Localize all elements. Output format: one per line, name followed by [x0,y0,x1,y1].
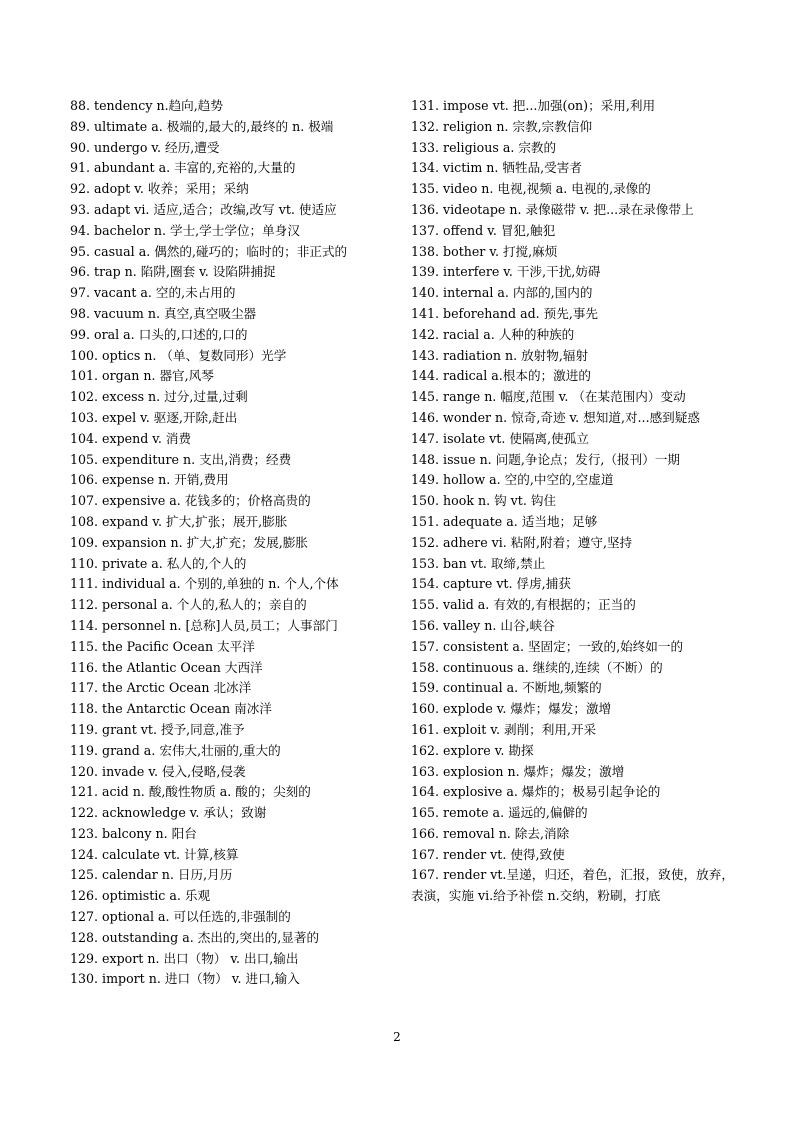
vocab-entry: 119. grant vt. 授予,同意,准予 [70,721,245,737]
vocab-entry: 126. optimistic a. 乐观 [70,888,211,904]
vocab-entry: 148. issue n. 问题,争论点；发行,（报刊）一期 [411,451,681,467]
vocab-entry: 106. expense n. 开销,费用 [70,472,229,488]
vocab-entry: 117. the Arctic Ocean 北冰洋 [70,680,252,696]
vocab-entry: 104. expend v. 消费 [70,430,192,446]
vocab-entry: 150. hook n. 钩 vt. 钩住 [411,493,557,509]
vocab-entry: 125. calendar n. 日历,月历 [70,867,233,883]
vocab-entry: 109. expansion n. 扩大,扩充；发展,膨胀 [70,534,308,550]
vocab-entry: 141. beforehand ad. 预先,事先 [411,305,599,321]
vocab-entry: 152. adhere vi. 粘附,附着；遵守,坚持 [411,534,633,550]
vocab-entry: 131. impose vt. 把...加强(on)；采用,利用 [411,98,656,113]
left-column [70,96,395,990]
vocab-entry: 124. calculate vt. 计算,核算 [70,846,239,862]
vocab-entry: 145. range n. 幅度,范围 v. （在某范围内）变动 [411,389,686,405]
vocab-entry: 138. bother v. 打搅,麻烦 [411,243,558,259]
vocab-entry: 103. expel v. 驱逐,开除,赶出 [70,409,238,425]
vocab-entry: 128. outstanding a. 杰出的,突出的,显著的 [70,929,320,945]
vocab-entry: 105. expenditure n. 支出,消费；经费 [70,451,292,467]
vocab-entry: 101. organ n. 器官,风琴 [70,368,214,384]
vocab-entry: 114. personnel n. [总称]人员,员工；人事部门 [70,617,338,633]
vocab-entry: 99. oral a. 口头的,口述的,口的 [70,326,248,342]
vocab-entry: 93. adapt vi. 适应,适合；改编,改写 vt. 使适应 [70,201,337,217]
vocab-entry: 89. ultimate a. 极端的,最大的,最终的 n. 极端 [70,118,334,134]
vocab-entry: 120. invade v. 侵入,侵略,侵袭 [70,763,246,779]
vocab-entry: 149. hollow a. 空的,中空的,空虚道 [411,472,614,488]
vocab-entry: 118. the Antarctic Ocean 南冰洋 [70,701,272,717]
vocab-entry: 137. offend v. 冒犯,触犯 [411,222,556,238]
vocab-entry: 91. abundant a. 丰富的,充裕的,大量的 [70,160,296,176]
vocab-entry: 112. personal a. 个人的,私人的；亲自的 [70,597,307,613]
vocab-entry: 95. casual a. 偶然的,碰巧的；临时的；非正式的 [70,243,348,259]
vocab-entry: 97. vacant a. 空的,未占用的 [70,285,236,301]
vocab-entry: 98. vacuum n. 真空,真空吸尘器 [70,305,257,321]
vocab-entry: 88. tendency n.趋向,趋势 [70,98,223,113]
vocab-entry: 102. excess n. 过分,过量,过剩 [70,389,248,405]
vocab-entry: 139. interfere v. 干涉,干扰,妨碍 [411,264,601,280]
vocab-entry: 144. radical a.根本的；激进的 [411,368,591,384]
vocab-entry: 158. continuous a. 继续的,连续（不断）的 [411,659,663,675]
vocab-entry: 122. acknowledge v. 承认；致谢 [70,805,267,821]
vocab-entry: 140. internal a. 内部的,国内的 [411,285,593,301]
vocab-entry: 90. undergo v. 经历,遭受 [70,139,220,155]
vocab-entry: 163. explosion n. 爆炸；爆发；激增 [411,763,625,779]
vocab-entry: 160. explode v. 爆炸；爆发；激增 [411,701,612,717]
vocab-entry: 157. consistent a. 坚固定；一致的,始终如一的 [411,638,684,654]
vocab-entry: 151. adequate a. 适当地；足够 [411,513,598,529]
vocab-entry: 108. expand v. 扩大,扩张；展开,膨胀 [70,513,288,529]
vocab-entry: 107. expensive a. 花钱多的；价格高贵的 [70,493,311,509]
vocab-entry: 159. continual a. 不断地,频繁的 [411,680,602,696]
vocab-entry: 111. individual a. 个别的,单独的 n. 个人,个体 [70,576,339,592]
vocab-entry: 165. remote a. 遥远的,偏僻的 [411,805,588,821]
vocab-entry: 123. balcony n. 阳台 [70,825,197,841]
vocab-entry: 110. private a. 私人的,个人的 [70,555,247,571]
vocab-entry: 136. videotape n. 录像磁带 v. 把...录在录像带上 [411,201,694,217]
vocab-entry: 166. removal n. 除去,消除 [411,825,570,841]
vocab-entry: 162. explore v. 勘探 [411,742,534,758]
vocab-entry: 115. the Pacific Ocean 太平洋 [70,638,255,654]
vocab-entry: 161. exploit v. 剥削；利用,开采 [411,721,597,737]
vocab-entry: 167. render vt.呈递，归还，着色，汇报，致使，放弃，表演，实施 vi.给予补偿 n.交纳，粉刷，打底 [411,867,734,904]
vocab-entry: 92. adopt v. 收养；采用；采纳 [70,181,249,197]
vocab-entry: 96. trap n. 陷阱,圈套 v. 设陷阱捕捉 [70,264,276,280]
vocab-entry: 94. bachelor n. 学士,学士学位；单身汉 [70,222,300,238]
vocab-entry: 129. export n. 出口（物） v. 出口,输出 [70,950,299,966]
vocab-entry: 146. wonder n. 惊奇,奇迹 v. 想知道,对...感到疑惑 [411,409,700,425]
vocab-entry: 133. religious a. 宗教的 [411,139,557,155]
vocab-entry: 116. the Atlantic Ocean 大西洋 [70,659,263,675]
vocab-entry: 134. victim n. 牺牲品,受害者 [411,160,582,176]
vocab-entry: 147. isolate vt. 使隔离,使孤立 [411,430,589,446]
vocab-entry: 121. acid n. 酸,酸性物质 a. 酸的；尖刻的 [70,784,311,800]
vocab-entry: 132. religion n. 宗教,宗教信仰 [411,118,593,134]
vocab-entry: 154. capture vt. 俘虏,捕获 [411,576,571,592]
vocab-entry: 143. radiation n. 放射物,辐射 [411,347,589,363]
vocab-entry: 100. optics n. （单、复数同形）光学 [70,347,287,363]
vocab-entry: 142. racial a. 人种的种族的 [411,326,575,342]
vocab-entry: 127. optional a. 可以任选的,非强制的 [70,909,291,925]
vocab-entry: 130. import n. 进口（物） v. 进口,输入 [70,971,300,987]
vocab-entry: 156. valley n. 山谷,峡谷 [411,617,555,633]
vocab-entry: 135. video n. 电视,视频 a. 电视的,录像的 [411,181,651,197]
vocab-entry: 119. grand a. 宏伟大,壮丽的,重大的 [70,742,281,758]
right-column [411,96,734,907]
vocab-entry: 167. render vt. 使得,致使 [411,846,565,862]
page-number: 2 [393,1030,401,1044]
vocab-entry: 155. valid a. 有效的,有根据的；正当的 [411,597,636,613]
vocab-entry: 153. ban vt. 取缔,禁止 [411,555,546,571]
vocab-entry: 164. explosive a. 爆炸的；极易引起争论的 [411,784,661,800]
